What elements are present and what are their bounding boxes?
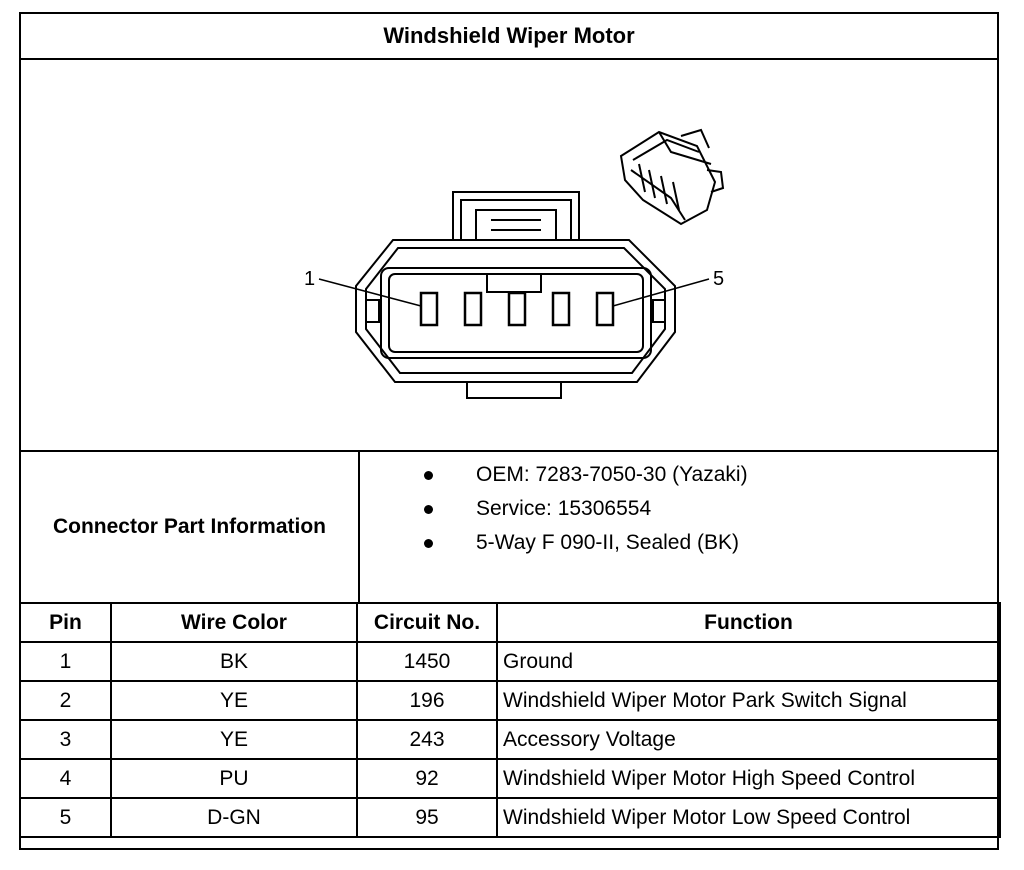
part-info-item xyxy=(360,526,997,560)
cell-pin: 5 xyxy=(20,798,111,837)
cell-function: Windshield Wiper Motor Park Switch Signal xyxy=(497,681,1000,720)
bullet-icon xyxy=(424,471,433,480)
pin-cavity-4 xyxy=(553,293,569,325)
callout-line-5 xyxy=(613,279,709,306)
cell-pin: 1 xyxy=(20,642,111,681)
pin-cavity-3 xyxy=(509,293,525,325)
callout-label-5: 5 xyxy=(713,268,725,290)
table-row xyxy=(20,642,1000,681)
header-circuit-no: Circuit No. xyxy=(357,603,497,642)
header-function: Function xyxy=(497,603,1000,642)
pinout-sheet xyxy=(19,12,999,850)
part-info-service: Service: 15306554 xyxy=(476,497,652,520)
pin-cavity-1 xyxy=(421,293,437,325)
page-title: Windshield Wiper Motor xyxy=(21,14,997,60)
connector-part-info xyxy=(21,450,997,602)
connector-thumbnail xyxy=(621,130,723,224)
table-header-row xyxy=(20,603,1000,642)
callout-label-1: 1 xyxy=(304,268,316,290)
pin-cavity-5 xyxy=(597,293,613,325)
connector-part-info-label: Connector Part Information xyxy=(21,452,360,602)
cell-pin: 2 xyxy=(20,681,111,720)
connector-illustration xyxy=(21,60,997,450)
cell-pin: 3 xyxy=(20,720,111,759)
part-info-item xyxy=(360,458,997,492)
table-row xyxy=(20,720,1000,759)
cell-function: Windshield Wiper Motor High Speed Control xyxy=(497,759,1000,798)
cell-function: Windshield Wiper Motor Low Speed Control xyxy=(497,798,1000,837)
cell-circuit-no: 1450 xyxy=(357,642,497,681)
cell-circuit-no: 243 xyxy=(357,720,497,759)
cell-wire-color: D-GN xyxy=(111,798,357,837)
part-info-description: 5-Way F 090-II, Sealed (BK) xyxy=(476,531,739,554)
cell-wire-color: BK xyxy=(111,642,357,681)
cell-wire-color: PU xyxy=(111,759,357,798)
header-pin: Pin xyxy=(20,603,111,642)
connector-drawing xyxy=(21,60,997,450)
pin-cavities xyxy=(421,293,613,325)
cell-circuit-no: 95 xyxy=(357,798,497,837)
cell-wire-color: YE xyxy=(111,681,357,720)
cell-circuit-no: 196 xyxy=(357,681,497,720)
cell-pin: 4 xyxy=(20,759,111,798)
part-info-item xyxy=(360,492,997,526)
table-row xyxy=(20,681,1000,720)
pin-cavity-2 xyxy=(465,293,481,325)
header-wire-color: Wire Color xyxy=(111,603,357,642)
cell-function: Ground xyxy=(497,642,1000,681)
bullet-icon xyxy=(424,505,433,514)
cell-function: Accessory Voltage xyxy=(497,720,1000,759)
pinout-table xyxy=(19,602,1001,838)
cell-wire-color: YE xyxy=(111,720,357,759)
bullet-icon xyxy=(424,539,433,548)
part-info-oem: OEM: 7283-7050-30 (Yazaki) xyxy=(476,463,748,486)
table-row xyxy=(20,798,1000,837)
cell-circuit-no: 92 xyxy=(357,759,497,798)
table-row xyxy=(20,759,1000,798)
connector-part-info-list xyxy=(360,458,997,560)
